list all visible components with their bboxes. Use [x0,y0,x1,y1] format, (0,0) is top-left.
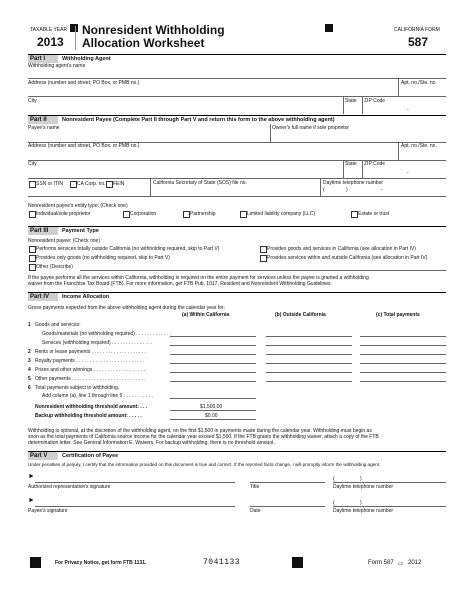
city-label: City [28,98,37,104]
ssn-label: SSN or ITIN [36,181,63,187]
divider [398,78,399,96]
rents-within-ca-field[interactable] [170,354,256,355]
payment-type-checkbox[interactable] [29,255,36,262]
backup-threshold-label: Backup withholding threshold amount: . . . . . [35,413,142,419]
phone-paren-open: ( [323,187,325,193]
part-tag: Part III [28,227,58,235]
agent-name-field[interactable] [28,69,446,77]
agent-zip-field[interactable] [364,104,446,113]
form-year: 2012 [408,560,422,566]
line-label: Services (withholding required) . . . . . . . . . . . . . . . [42,340,153,346]
other-within-ca-field[interactable] [170,381,256,382]
agent-city-field[interactable] [28,104,341,113]
entity-estate-checkbox[interactable] [351,211,358,218]
payment-type-label: Provides goods and services in California (see allocation in Part IV) [267,246,416,252]
agent-address-field[interactable] [28,86,396,95]
tax-year: 2013 [37,35,64,49]
agent-name-label: Withholding agent's name [28,63,86,69]
threshold-value: $1,500.00 [200,404,223,410]
payment-type-checkbox[interactable] [260,255,267,262]
entity-individual-checkbox[interactable] [29,211,36,218]
part4-note: Withholding is optional, at the discretion of the withholding agent, on the first $1,500 in payments made during the calendar year. Withholding must begin as [28,428,372,434]
part-tag: Part II [28,116,58,124]
line-number: 3 [28,358,31,364]
total-within-ca-field[interactable] [170,398,256,399]
registration-mark [292,557,303,568]
threshold-label: Nonresident withholding threshold amount: . . . [35,404,148,410]
payee-name-label: Payee's name [28,125,60,131]
threshold-line [170,410,256,411]
entity-option-label: Partnership [190,211,216,217]
apt-label: Apt. no./Ste. no. [401,80,437,86]
auth-phone-field[interactable] [333,482,446,483]
line-number: 6 [28,385,31,391]
apt-label: Apt. no./Ste. no. [401,143,437,149]
royalty-outside-ca-field[interactable] [266,363,352,364]
payee-signature-field[interactable] [35,506,235,507]
divider [320,178,321,196]
payee-phone-field[interactable] [323,186,446,194]
payment-type-label: Other (Describe) [36,264,73,270]
form-label: CALIFORNIA FORM [394,27,440,33]
state-label: State [345,98,357,104]
part3-note: waiver from the Franchise Tax Board (FTB). For more information, get FTB Pub. 1017, Resident and Nonresident Withholding Guidelines. [28,281,332,287]
agent-state-field[interactable] [345,104,360,113]
line-label: Prizes and other winnings . . . . . . . . . . . . . . . . . . . [35,367,146,373]
payee-signature-label: Payee's signature [28,508,68,514]
prizes-within-ca-field[interactable] [170,372,256,373]
phone-paren-open: ( [333,476,335,482]
daytime-phone-label: Daytime telephone number [333,508,394,514]
divider [75,26,76,50]
entity-option-label: Individual/sole proprietor [36,211,91,217]
part-title: Payment Type [62,228,99,234]
divider [343,160,344,178]
rents-total-field[interactable] [360,354,446,355]
divider [362,160,363,178]
form-id: Form 587 [368,560,394,566]
part-tag: Part IV [28,293,58,301]
form-title-line2: Allocation Worksheet [82,36,205,50]
zip-label: ZIP Code [364,161,386,167]
gross-payments-label: Gross payments expected from the above withholding agent during the calendar year for: [28,305,226,311]
line-label: Royalty payments . . . . . . . . . . . . . . . . . . . . . . . . . [35,358,145,364]
privacy-notice: For Privacy Notice, get form FTB 1131. [55,560,147,566]
state-label: State [345,161,357,167]
arrow-icon: ► [28,497,35,504]
title-label: Title [250,484,260,490]
barcode-number: 7041133 [203,558,241,567]
phone-paren-open: ( [333,500,335,506]
payee-zip-field[interactable] [364,167,446,176]
phone-paren-close: ) [360,500,362,506]
prizes-total-field[interactable] [360,372,446,373]
registration-mark [70,24,78,32]
registration-mark [30,557,41,568]
payment-type-label: Provides services within and outside California (see allocation in Part IV) [267,255,428,261]
prizes-outside-ca-field[interactable] [266,372,352,373]
title-field[interactable] [250,482,325,483]
services-within-ca-field[interactable] [170,345,256,346]
date-field[interactable] [250,506,325,507]
divider [28,196,446,197]
other-describe-field[interactable] [80,270,446,271]
line-number: 2 [28,349,31,355]
divider [28,78,446,79]
payment-type-label: Performs services totally outside California (no withholding required, skip to Part V) [36,246,220,252]
part-title: Nonresident Payee (Complete Part II through Part V and return this form to the above withholding agent) [62,117,335,123]
divider [270,124,271,142]
payment-type-label: Provides only goods (no withholding required, skip to Part V) [36,255,170,261]
payee-phone-field[interactable] [333,506,446,507]
entity-type-label: Nonresident payee's entity type: (Check one) [28,203,128,209]
line-label: Total payments subject to withholding. [35,385,120,391]
divider [28,96,446,97]
other-total-field[interactable] [360,381,446,382]
line-number: 1 [28,322,31,328]
payment-type-checkbox[interactable] [29,264,36,271]
date-label: Date [250,508,261,514]
payee-address-field[interactable] [28,149,396,158]
other-outside-ca-field[interactable] [266,381,352,382]
zip-dash: - [407,107,409,113]
goods-within-ca-field[interactable] [170,336,256,337]
zip-label: ZIP Code [364,98,386,104]
phone-paren-close: ) [360,476,362,482]
arrow-icon: ► [28,473,35,480]
zip-dash: - [407,170,409,176]
sos-field[interactable] [153,186,318,194]
royalty-within-ca-field[interactable] [170,363,256,364]
payment-type-checkbox[interactable] [29,246,36,253]
line-number: 4 [28,367,31,373]
divider [398,142,399,160]
part-tag: Part I [28,55,58,63]
entity-option-label: Corporation [130,211,157,217]
fein-label: FEIN [113,181,125,187]
auth-signature-label: Authorized representative's signature [28,484,111,490]
part4-note: soon as the total payments of California source income for the calendar year exceed $1,500. If the FTB grants the withholding waiver, attach a copy of the FTB [28,434,379,440]
column-b-header: (b) Outside California [275,312,326,318]
rents-outside-ca-field[interactable] [266,354,352,355]
form-title-line1: Nonresident Withholding [82,23,225,37]
daytime-phone-label: Daytime telephone number [323,180,384,186]
services-outside-ca-field[interactable] [266,345,352,346]
phone-dash: - [381,187,383,193]
entity-partnership-checkbox[interactable] [183,211,190,218]
line-label: Goods and services: [35,322,81,328]
divider [28,178,446,179]
entity-corporation-checkbox[interactable] [123,211,130,218]
daytime-phone-label: Daytime telephone number [333,484,394,490]
goods-total-field[interactable] [360,336,446,337]
form-code: C2 [398,561,404,566]
part3-note: If the payee performs all the services within California, withholding is required on the entire payment for services unless the payee is granted a withholding [28,275,369,281]
phone-paren-close: ) [346,187,348,193]
authorized-signature-field[interactable] [35,482,235,483]
payee-city-field[interactable] [28,167,341,176]
sos-label: California Secretary of State (SOS) file no. [153,180,247,186]
part-tag: Part V [28,452,58,460]
divider [150,178,151,196]
entity-option-label: Limited liability company (LLC) [247,211,316,217]
payee-apt-field[interactable] [400,149,446,158]
part-title: Income Allocation [62,294,110,300]
form-number: 587 [408,35,429,49]
registration-mark [325,24,333,32]
part4-note: determination letter. See General Information E, Waivers. For backup withholding, there is no threshold amount. [28,440,275,446]
address-label: Address (number and street, PO Box, or PMB no.) [28,143,140,149]
perjury-statement: Under penalties of perjury, I certify that the information provided on this document is true and correct. If the reported facts change, I will promptly inform the withholding agent. [28,462,381,467]
payee-name-field[interactable] [28,131,268,140]
part-title: Withholding Agent [62,56,111,62]
payment-type-checkbox[interactable] [260,246,267,253]
address-label: Address (number and street, PO Box, or PMB no.) [28,80,140,86]
entity-option-label: Estate or trust [358,211,390,217]
backup-threshold-value: $0.00 [205,413,218,419]
column-a-header: (a) Within California [182,312,230,318]
ca-corp-checkbox[interactable] [70,181,77,188]
goods-outside-ca-field[interactable] [266,336,352,337]
line-label: Add column (a), line 1 through line 5 . . . . . . . . . . . [42,393,153,399]
agent-apt-field[interactable] [400,86,446,95]
entity-llc-checkbox[interactable] [240,211,247,218]
ssn-checkbox[interactable] [29,181,36,188]
royalty-total-field[interactable] [360,363,446,364]
ca-corp-label: CA Corp. no. [77,181,106,187]
taxable-year-label: TAXABLE YEAR [30,27,68,33]
services-total-field[interactable] [360,345,446,346]
owner-name-field[interactable] [272,131,446,140]
fein-checkbox[interactable] [106,181,113,188]
column-c-header: (c) Total payments [376,312,420,318]
payee-state-field[interactable] [345,167,360,176]
line-label: Other payments . . . . . . . . . . . . . . . . . . . . . . . . . . . [35,376,146,382]
check-one-label: Nonresident payee: (Check one) [28,238,100,244]
part-title: Certification of Payee [62,453,119,459]
owner-name-label: Owner's full name if sole proprietor [272,125,350,131]
line-number: 5 [28,376,31,382]
line-label: Rents or lease payments . . . . . . . . . . . . . . . . . . . . [35,349,146,355]
divider [343,96,344,114]
backup-threshold-line [170,419,256,420]
city-label: City [28,161,37,167]
divider [362,96,363,114]
line-label: Goods/materials (no withholding required) . . . . . . . . . . . . . [42,331,171,337]
